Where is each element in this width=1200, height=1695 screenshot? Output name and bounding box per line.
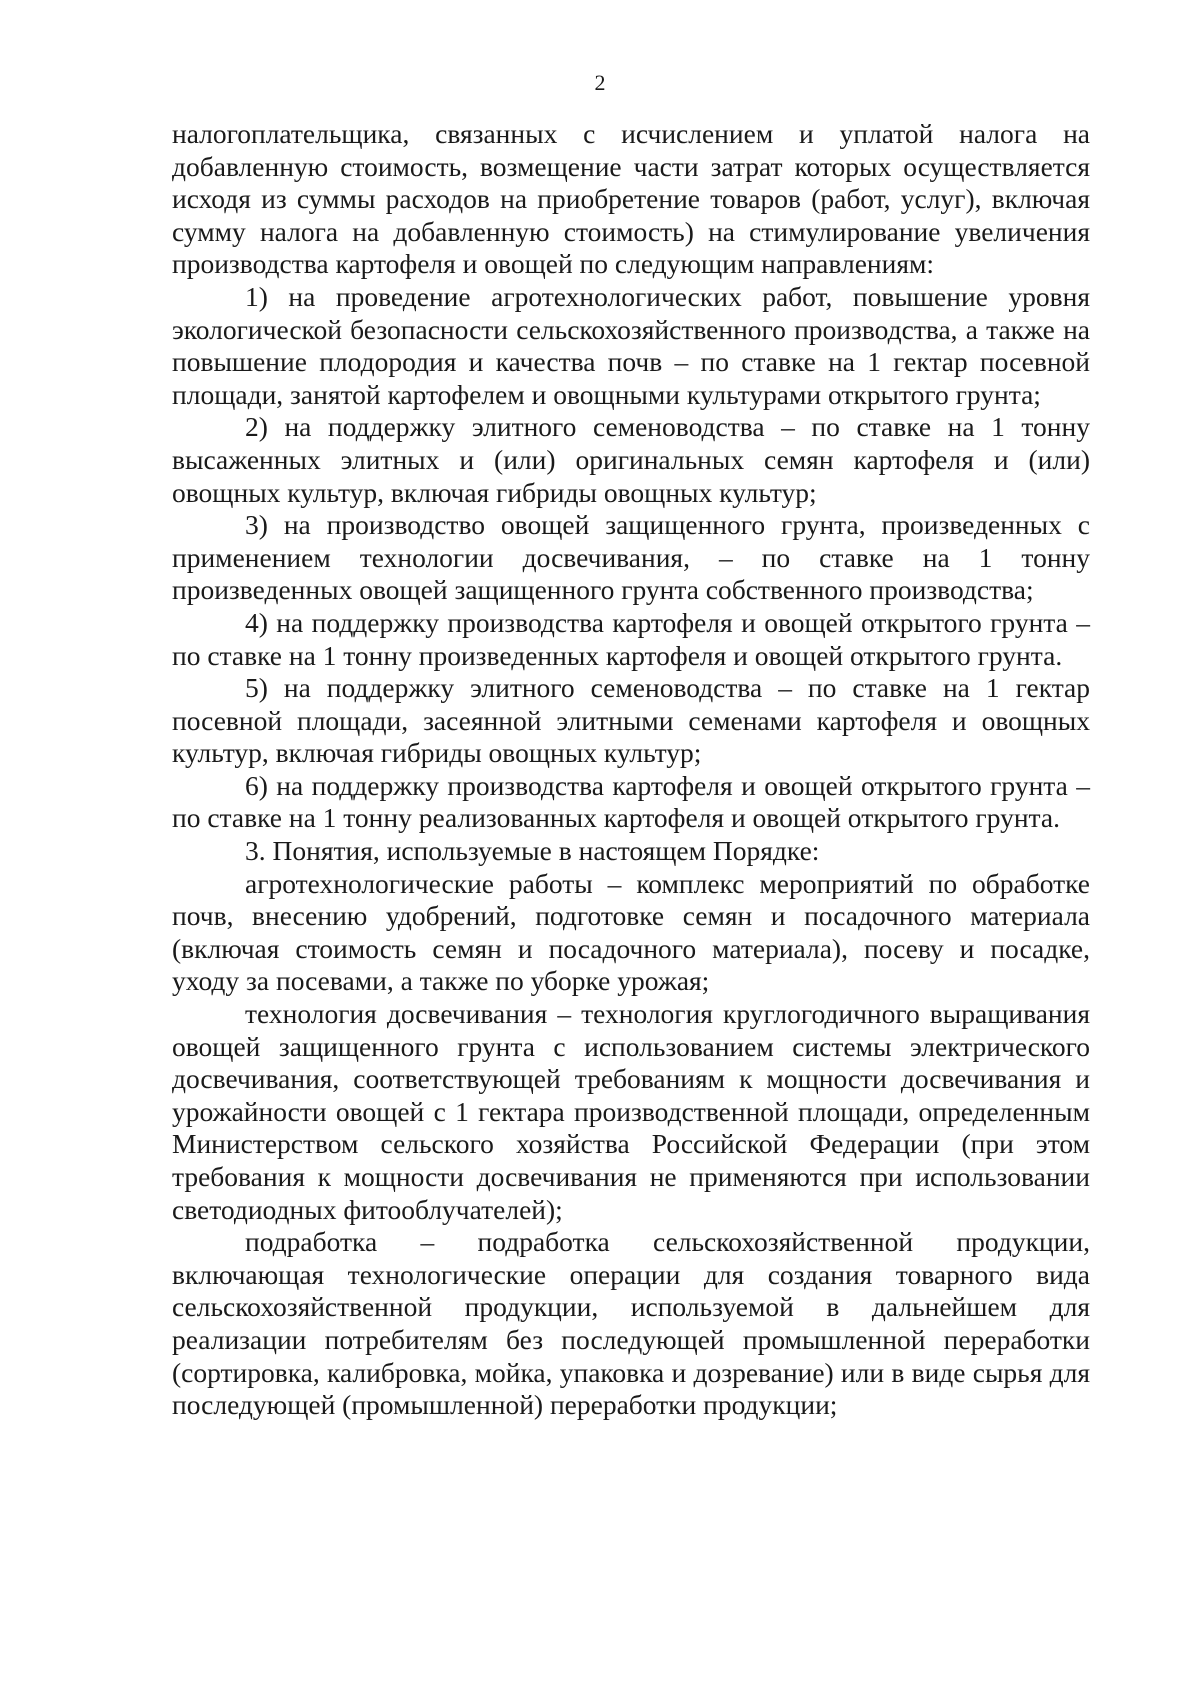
section-3-heading: 3. Понятия, используемые в настоящем Порядке: (245, 835, 820, 867)
paragraph-intro-continuation: налогоплательщика, связанных с исчислением и уплатой налога на добавленную стоимость, возмещение части затрат которых осуществляется исходя из суммы расходов на приобретение товаров (работ, услуг), включая сумму налога на добавленную стоимость) на стимулирование увеличения производства картофеля и овощей по следующим направлениям: (172, 118, 1090, 280)
paragraph-item-3: 3) на производство овощей защищенного грунта, произведенных с применением технологии досвечивания, – по ставке на 1 тонну произведенных овощей защищенного грунта собственного производства; (172, 509, 1090, 606)
definition-agrotech-works: агротехнологические работы – комплекс мероприятий по обработке почв, внесению удобрений, подготовке семян и посадочного материала (включая стоимость семян и посадочного материала), посеву и посадке, уходу за посевами, а также по уборке урожая; (172, 867, 1090, 997)
paragraph-item-6: 6) на поддержку производства картофеля и овощей открытого грунта – по ставке на 1 тонну реализованных картофеля и овощей открытого грунта. (172, 769, 1090, 834)
definition-supplementary-lighting: технология досвечивания – технология круглогодичного выращивания овощей защищенного грунта с использованием системы электрического досвечивания, соответствующей требованиям к мощности досвечивания и урожайности овощей с 1 гектара производственной площади, определенным Министерством сельского хозяйства Российской Федерации (при этом требования к мощности досвечивания не применяются при использовании светодиодных фитооблучателей); (172, 998, 1090, 1225)
paragraph-item-4: 4) на поддержку производства картофеля и овощей открытого грунта – по ставке на 1 тонну произведенных картофеля и овощей открытого грунта. (172, 606, 1090, 671)
paragraph-item-1: 1) на проведение агротехнологических работ, повышение уровня экологической безопасности сельскохозяйственного производства, а также на повышение плодородия и качества почв – по ставке на 1 гектар посевной площади, занятой картофелем и овощными культурами открытого грунта; (172, 280, 1090, 410)
page-number: 2 (594, 70, 606, 95)
document-body (172, 118, 1090, 1422)
paragraph-item-2: 2) на поддержку элитного семеноводства – по ставке на 1 тонну высаженных элитных и (или) оригинальных семян картофеля и (или) овощных культур, включая гибриды овощных культур; (172, 411, 1090, 508)
paragraph-item-5: 5) на поддержку элитного семеноводства – по ставке на 1 гектар посевной площади, засеянной элитными семенами картофеля и овощных культур, включая гибриды овощных культур; (172, 672, 1090, 769)
definition-pre-processing: подработка – подработка сельскохозяйственной продукции, включающая технологические операции для создания товарного вида сельскохозяйственной продукции, используемой в дальнейшем для реализации потребителям без последующей промышленной переработки (сортировка, калибровка, мойка, упаковка и дозревание) или в виде сырья для последующей (промышленной) переработки продукции; (172, 1226, 1090, 1421)
